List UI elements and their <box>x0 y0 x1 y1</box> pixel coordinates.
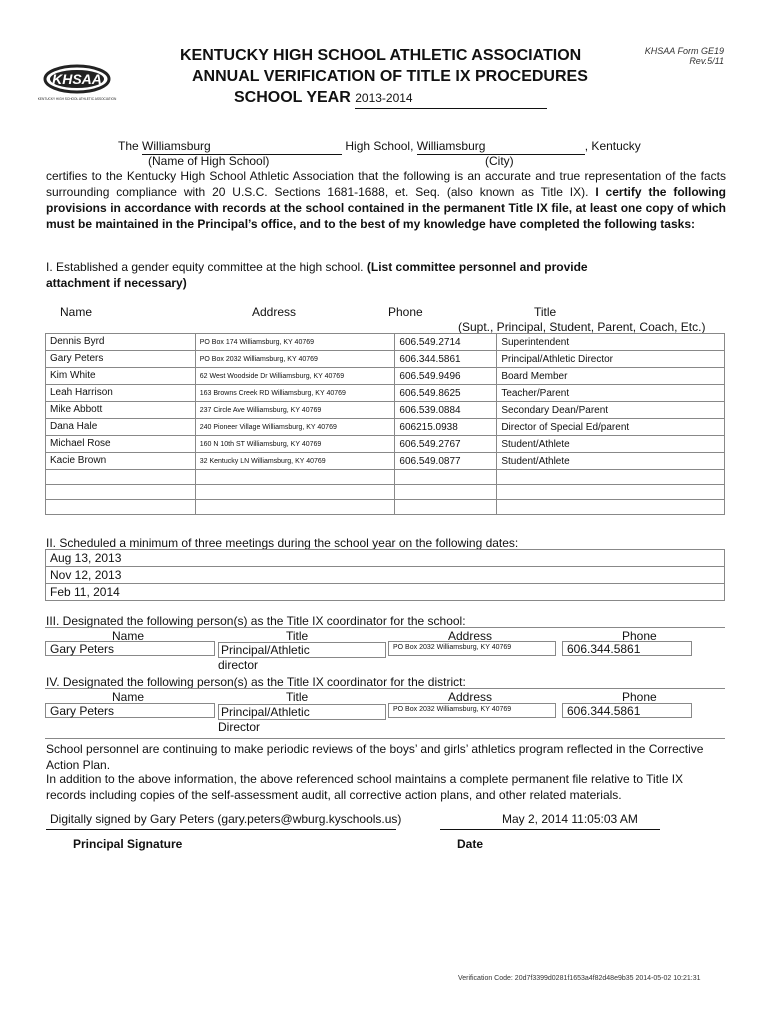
committee-address: 32 Kentucky LN Williamsburg, KY 40769 <box>195 453 395 470</box>
committee-phone: 606.549.2767 <box>395 436 497 453</box>
col-header-title-sub: (Supt., Principal, Student, Parent, Coach, Etc.) <box>458 320 706 334</box>
principal-signature-label: Principal Signature <box>73 837 183 851</box>
s3-phone: 606.344.5861 <box>562 641 692 656</box>
committee-row <box>46 334 725 351</box>
city-caption: (City) <box>485 154 514 168</box>
s4-address: PO Box 2032 Williamsburg, KY 40769 <box>388 703 556 718</box>
committee-title: Principal/Athletic Director <box>497 351 725 368</box>
committee-phone: 606.549.2714 <box>395 334 497 351</box>
intro-high-school: High School, <box>345 139 414 153</box>
committee-title <box>497 485 725 500</box>
s3-header-phone: Phone <box>622 629 657 643</box>
s4-title <box>218 704 386 734</box>
committee-row <box>46 351 725 368</box>
committee-address: 237 Circle Ave Williamsburg, KY 40769 <box>195 402 395 419</box>
s4-title-line2: Director <box>218 720 261 734</box>
committee-name <box>46 470 196 485</box>
header-line1: KENTUCKY HIGH SCHOOL ATHLETIC ASSOCIATION <box>180 47 582 64</box>
date-line <box>440 829 660 830</box>
meeting-dates-table <box>45 549 725 601</box>
committee-address <box>195 500 395 515</box>
committee-row <box>46 419 725 436</box>
meeting-date-row <box>46 550 725 567</box>
meeting-date: Aug 13, 2013 <box>46 550 725 567</box>
committee-row <box>46 470 725 485</box>
committee-name: Leah Harrison <box>46 385 196 402</box>
verification-code: Verification Code: 20d7f3399d0281f1653a4f82d48e9b35 2014-05-02 10:21:31 <box>458 975 701 982</box>
committee-table <box>45 333 725 515</box>
closing-para1: School personnel are continuing to make periodic reviews of the boys’ and girls’ athletics program reflected in the Corrective Action Plan. <box>46 742 704 772</box>
s3-address: PO Box 2032 Williamsburg, KY 40769 <box>388 641 556 656</box>
committee-title: Teacher/Parent <box>497 385 725 402</box>
section2-heading: II. Scheduled a minimum of three meetings during the school year on the following dates: <box>46 536 519 550</box>
committee-address: 163 Browns Creek RD Williamsburg, KY 40769 <box>195 385 395 402</box>
committee-address: 62 West Woodside Dr Williamsburg, KY 40769 <box>195 368 395 385</box>
s3-title <box>218 642 386 672</box>
committee-title: Board Member <box>497 368 725 385</box>
meeting-date: Nov 12, 2013 <box>46 567 725 584</box>
school-year-value: 2013-2014 <box>355 88 547 109</box>
committee-title: Secondary Dean/Parent <box>497 402 725 419</box>
school-caption: (Name of High School) <box>148 154 270 168</box>
committee-address: 240 Pioneer Village Williamsburg, KY 40769 <box>195 419 395 436</box>
col-header-title: Title <box>534 305 557 319</box>
signature-date: May 2, 2014 11:05:03 AM <box>502 812 638 826</box>
col-header-phone: Phone <box>388 305 423 319</box>
certification-paragraph <box>46 168 726 232</box>
school-year-label: SCHOOL YEAR <box>234 89 351 106</box>
header-line2: ANNUAL VERIFICATION OF TITLE IX PROCEDURES <box>192 68 588 85</box>
committee-name: Kim White <box>46 368 196 385</box>
committee-name: Dana Hale <box>46 419 196 436</box>
committee-name <box>46 485 196 500</box>
section3-heading: III. Designated the following person(s) as the Title IX coordinator for the school: <box>46 614 466 628</box>
section4-heading: IV. Designated the following person(s) as the Title IX coordinator for the district: <box>46 675 466 689</box>
committee-row <box>46 436 725 453</box>
closing-rule <box>45 738 725 740</box>
committee-name: Gary Peters <box>46 351 196 368</box>
committee-address <box>195 470 395 485</box>
committee-phone <box>395 500 497 515</box>
committee-phone <box>395 470 497 485</box>
form-rev: Rev.5/11 <box>689 56 724 66</box>
committee-row <box>46 385 725 402</box>
s3-name: Gary Peters <box>45 641 215 656</box>
committee-address: PO Box 2032 Williamsburg, KY 40769 <box>195 351 395 368</box>
s4-phone: 606.344.5861 <box>562 703 692 718</box>
committee-title <box>497 500 725 515</box>
committee-phone: 606.344.5861 <box>395 351 497 368</box>
intro-state: , Kentucky <box>584 139 641 153</box>
committee-address: 160 N 10th ST Williamsburg, KY 40769 <box>195 436 395 453</box>
section1-bold: (List committee personnel and provide attachment if necessary) <box>46 260 588 290</box>
school-name-value: Williamsburg <box>142 138 342 155</box>
s4-header-address: Address <box>448 690 493 704</box>
col-header-address: Address <box>252 305 297 319</box>
section1-text: I. Established a gender equity committee at the high school. <box>46 260 364 274</box>
meeting-date: Feb 11, 2014 <box>46 584 725 601</box>
committee-name: Kacie Brown <box>46 453 196 470</box>
intro-the: The <box>118 139 139 153</box>
committee-row <box>46 485 725 500</box>
signature-line <box>46 829 396 830</box>
committee-phone: 606.549.9496 <box>395 368 497 385</box>
s3-header-name: Name <box>112 629 145 643</box>
committee-phone: 606.549.8625 <box>395 385 497 402</box>
s3-title-line1: Principal/Athletic <box>218 642 386 658</box>
s3-title-line2: director <box>218 658 259 672</box>
committee-address <box>195 485 395 500</box>
digital-signature: Digitally signed by Gary Peters (gary.peters@wburg.kyschools.us) <box>50 812 402 826</box>
committee-title <box>497 470 725 485</box>
section1-heading <box>46 259 646 291</box>
committee-phone <box>395 485 497 500</box>
committee-address: PO Box 174 Williamsburg, KY 40769 <box>195 334 395 351</box>
committee-title: Superintendent <box>497 334 725 351</box>
khsaa-logo <box>37 64 117 104</box>
form-id-label: KHSAA Form GE19 <box>644 46 724 56</box>
s4-header-phone: Phone <box>622 690 657 704</box>
s3-header-address: Address <box>448 629 493 643</box>
committee-row <box>46 402 725 419</box>
city-value: Williamsburg <box>417 138 585 155</box>
committee-phone: 606215.0938 <box>395 419 497 436</box>
committee-row <box>46 500 725 515</box>
logo-text: KHSAA <box>52 71 102 87</box>
committee-phone: 606.539.0884 <box>395 402 497 419</box>
s3-header-title: Title <box>286 629 309 643</box>
s4-title-line1: Principal/Athletic <box>218 704 386 720</box>
certification-bold: I certify the following provisions in accordance with records at the school contained in the permanent Title IX file, at least one copy of which must be maintained in the Principal’s office, and to the best of my knowledge have completed the following tasks: <box>46 185 726 231</box>
s4-header-name: Name <box>112 690 145 704</box>
khsaa-logo-graphic <box>37 64 117 104</box>
school-year-row <box>234 88 674 109</box>
committee-name <box>46 500 196 515</box>
col-header-name: Name <box>60 305 93 319</box>
committee-row <box>46 368 725 385</box>
meeting-date-row <box>46 584 725 601</box>
date-label: Date <box>457 837 484 851</box>
meeting-date-row <box>46 567 725 584</box>
committee-name: Mike Abbott <box>46 402 196 419</box>
certification-normal: certifies to the Kentucky High School Athletic Association that the following is an accurate and true representation of the facts surrounding compliance with 20 U.S.C. Sections 1681-1688, et. Seq. (also known as Title IX). <box>46 169 726 199</box>
committee-title: Director of Special Ed/parent <box>497 419 725 436</box>
s4-header-title: Title <box>286 690 309 704</box>
s4-name: Gary Peters <box>45 703 215 718</box>
committee-name: Michael Rose <box>46 436 196 453</box>
closing-para2: In addition to the above information, the above referenced school maintains a complete permanent file relative to Title IX records including copies of the self-assessment audit, all corrective action plans, and other related materials. <box>46 772 684 802</box>
committee-title: Student/Athlete <box>497 436 725 453</box>
committee-phone: 606.549.0877 <box>395 453 497 470</box>
committee-name: Dennis Byrd <box>46 334 196 351</box>
committee-row <box>46 453 725 470</box>
committee-title: Student/Athlete <box>497 453 725 470</box>
logo-subtext: KENTUCKY HIGH SCHOOL ATHLETIC ASSOCIATION <box>37 97 117 101</box>
form-id <box>645 46 724 66</box>
